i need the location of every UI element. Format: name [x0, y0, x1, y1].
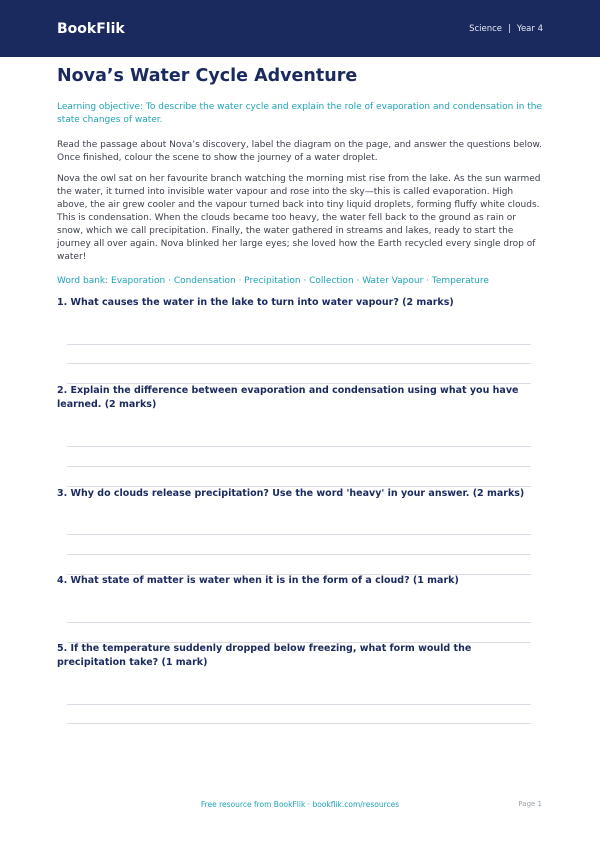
question-3: 3. Why do clouds release precipitation? Use the word 'heavy' in your answer. (2 marks)	[57, 488, 525, 499]
question-4: 4. What state of matter is water when it is in the form of a cloud? (1 mark)	[57, 575, 459, 586]
page-number: Page 1	[518, 800, 542, 808]
year-label: Year 4	[516, 23, 543, 34]
answer-line[interactable]	[67, 446, 531, 447]
answer-line[interactable]	[67, 704, 531, 705]
question-2: 2. Explain the difference between evaporation and condensation using what you have learned. (2 marks)	[57, 385, 519, 410]
page-footer	[0, 800, 600, 814]
question-5: 5. If the temperature suddenly dropped below freezing, what form would the precipitation take? (1 mark)	[57, 643, 472, 668]
reading-passage: Nova the owl sat on her favourite branch watching the morning mist rise from the lake. As the sun warmed the water, it turned into invisible water vapour and rose into the sky—this is called evaporation. High above, the air grew cooler and the vapour turned back into tiny liquid droplets, forming fluffy white clouds. This is condensation. When the clouds became too heavy, the water fell back to the ground as rain or snow, which we call precipitation. Finally, the water gathered in streams and lakes, ready to start the journey all over again. Nova blinked her large eyes; she loved how the Earth recycled every single drop of water!	[57, 174, 541, 262]
brand-logo: BookFlik	[57, 20, 125, 37]
page-header	[0, 0, 600, 57]
instructions-text: Read the passage about Nova’s discovery, label the diagram on the page, and answer the questions below. Once finished, colour the scene to show the journey of a water droplet.	[57, 140, 542, 163]
answer-line[interactable]	[67, 363, 531, 364]
meta-separator: |	[508, 23, 511, 34]
answer-line[interactable]	[67, 534, 531, 535]
footer-resource-link[interactable]: Free resource from BookFlik · bookflik.com/resources	[200, 800, 400, 809]
subject-label: Science	[469, 23, 503, 34]
subject-year-label	[469, 24, 543, 34]
answer-line[interactable]	[67, 723, 531, 724]
question-1: 1. What causes the water in the lake to turn into water vapour? (2 marks)	[57, 297, 454, 308]
worksheet-title: Nova’s Water Cycle Adventure	[57, 66, 358, 86]
learning-objective: Learning objective: To describe the water cycle and explain the role of evaporation and condensation in the state changes of water.	[57, 102, 543, 125]
word-bank: Word bank: Evaporation · Condensation · Precipitation · Collection · Water Vapour · Temperature	[57, 276, 489, 286]
answer-line[interactable]	[67, 554, 531, 555]
answer-line[interactable]	[67, 344, 531, 345]
answer-line[interactable]	[67, 466, 531, 467]
answer-line[interactable]	[67, 622, 531, 623]
worksheet-intro	[57, 64, 543, 288]
